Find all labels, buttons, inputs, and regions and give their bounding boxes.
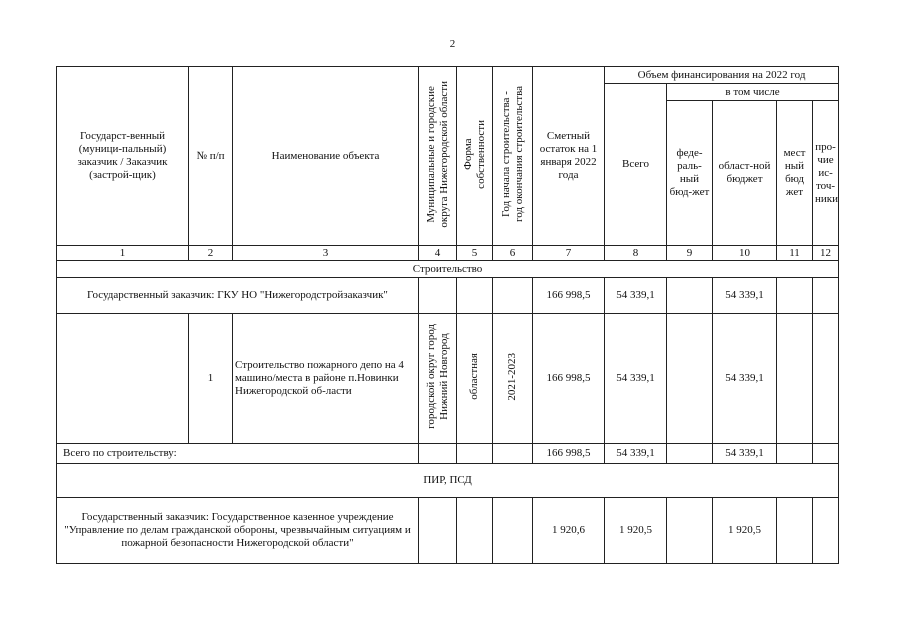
header-municipality bbox=[419, 67, 457, 246]
header-including: в том числе bbox=[667, 84, 839, 101]
total-federal bbox=[667, 444, 713, 464]
col-num-9: 9 bbox=[667, 246, 713, 261]
customer-local bbox=[777, 278, 813, 314]
object-total: 54 339,1 bbox=[605, 314, 667, 444]
header-total: Всего bbox=[605, 84, 667, 246]
col-num-8: 8 bbox=[605, 246, 667, 261]
design-federal bbox=[667, 498, 713, 564]
design-customer-row bbox=[57, 498, 839, 564]
header-municipality-line2: округа Нижегородской области bbox=[437, 80, 450, 228]
object-municipality-line1: городской округ город bbox=[424, 324, 437, 429]
object-years-text: 2021-2023 bbox=[506, 352, 518, 401]
total-estimate: 166 998,5 bbox=[533, 444, 605, 464]
header-ownership bbox=[457, 67, 493, 246]
customer-row bbox=[57, 278, 839, 314]
header-object-name: Наименование объекта bbox=[233, 67, 419, 246]
object-years bbox=[493, 314, 533, 444]
header-num: № п/п bbox=[189, 67, 233, 246]
object-name: Строительство пожарного депо на 4 машино/места в районе п.Новинки Нижегородской об-ласти bbox=[233, 314, 419, 444]
object-row bbox=[57, 314, 839, 444]
col-num-2: 2 bbox=[189, 246, 233, 261]
col-num-12: 12 bbox=[813, 246, 839, 261]
customer-years bbox=[493, 278, 533, 314]
col-num-7: 7 bbox=[533, 246, 605, 261]
total-municipality bbox=[419, 444, 457, 464]
header-customer: Государст-венный (муници-пальный) заказчик / Заказчик (застрой-щик) bbox=[57, 67, 189, 246]
col-num-6: 6 bbox=[493, 246, 533, 261]
header-municipality-line1: Муниципальные и городские bbox=[424, 85, 437, 223]
total-row bbox=[57, 444, 839, 464]
object-federal bbox=[667, 314, 713, 444]
header-local: мест ный бюд жет bbox=[777, 101, 813, 246]
col-num-3: 3 bbox=[233, 246, 419, 261]
page-number: 2 bbox=[449, 38, 456, 50]
customer-ownership bbox=[457, 278, 493, 314]
header-years bbox=[493, 67, 533, 246]
object-ownership-text: областная bbox=[468, 353, 480, 400]
header-financing: Объем финансирования на 2022 год bbox=[605, 67, 839, 84]
customer-other bbox=[813, 278, 839, 314]
customer-estimate: 166 998,5 bbox=[533, 278, 605, 314]
header-ownership-line1: Форма bbox=[461, 138, 474, 170]
design-municipality bbox=[419, 498, 457, 564]
header-ownership-line2: собственности bbox=[474, 119, 487, 189]
object-other bbox=[813, 314, 839, 444]
design-other bbox=[813, 498, 839, 564]
header-years-line1: Год начала строительства - bbox=[499, 91, 512, 217]
col-num-1: 1 bbox=[57, 246, 189, 261]
object-local bbox=[777, 314, 813, 444]
total-years bbox=[493, 444, 533, 464]
object-regional: 54 339,1 bbox=[713, 314, 777, 444]
header-years-line2: год окончания строительства bbox=[512, 86, 525, 222]
object-municipality bbox=[419, 314, 457, 444]
section-design-row bbox=[57, 464, 839, 498]
total-local bbox=[777, 444, 813, 464]
design-years bbox=[493, 498, 533, 564]
section-construction: Строительство bbox=[57, 261, 839, 278]
total-label: Всего по строительству: bbox=[57, 444, 419, 464]
column-numbers-row bbox=[57, 246, 839, 261]
total-other bbox=[813, 444, 839, 464]
customer-name: Государственный заказчик: ГКУ НО "Нижегородстройзаказчик" bbox=[57, 278, 419, 314]
header-other: про-чие ис-точ-ники bbox=[813, 101, 839, 246]
header-row-1 bbox=[57, 67, 839, 84]
header-estimate: Сметный остаток на 1 января 2022 года bbox=[533, 67, 605, 246]
customer-municipality bbox=[419, 278, 457, 314]
design-local bbox=[777, 498, 813, 564]
design-ownership bbox=[457, 498, 493, 564]
object-estimate: 166 998,5 bbox=[533, 314, 605, 444]
section-construction-row bbox=[57, 261, 839, 278]
col-num-11: 11 bbox=[777, 246, 813, 261]
header-federal: феде-раль-ный бюд-жет bbox=[667, 101, 713, 246]
total-ownership bbox=[457, 444, 493, 464]
header-regional: област-ной бюджет bbox=[713, 101, 777, 246]
customer-federal bbox=[667, 278, 713, 314]
customer-regional: 54 339,1 bbox=[713, 278, 777, 314]
total-total: 54 339,1 bbox=[605, 444, 667, 464]
budget-table bbox=[56, 66, 839, 564]
design-regional: 1 920,5 bbox=[713, 498, 777, 564]
design-total: 1 920,5 bbox=[605, 498, 667, 564]
object-num: 1 bbox=[189, 314, 233, 444]
customer-total: 54 339,1 bbox=[605, 278, 667, 314]
col-num-5: 5 bbox=[457, 246, 493, 261]
design-customer-name: Государственный заказчик: Государственное казенное учреждение "Управление по делам гражданской обороны, чрезвычайным ситуациям и пожарной безопасности Нижегородской области" bbox=[57, 498, 419, 564]
object-ownership bbox=[457, 314, 493, 444]
section-design: ПИР, ПСД bbox=[57, 464, 839, 498]
object-municipality-line2: Нижний Новгород bbox=[437, 333, 450, 420]
object-customer bbox=[57, 314, 189, 444]
col-num-4: 4 bbox=[419, 246, 457, 261]
total-regional: 54 339,1 bbox=[713, 444, 777, 464]
col-num-10: 10 bbox=[713, 246, 777, 261]
design-estimate: 1 920,6 bbox=[533, 498, 605, 564]
